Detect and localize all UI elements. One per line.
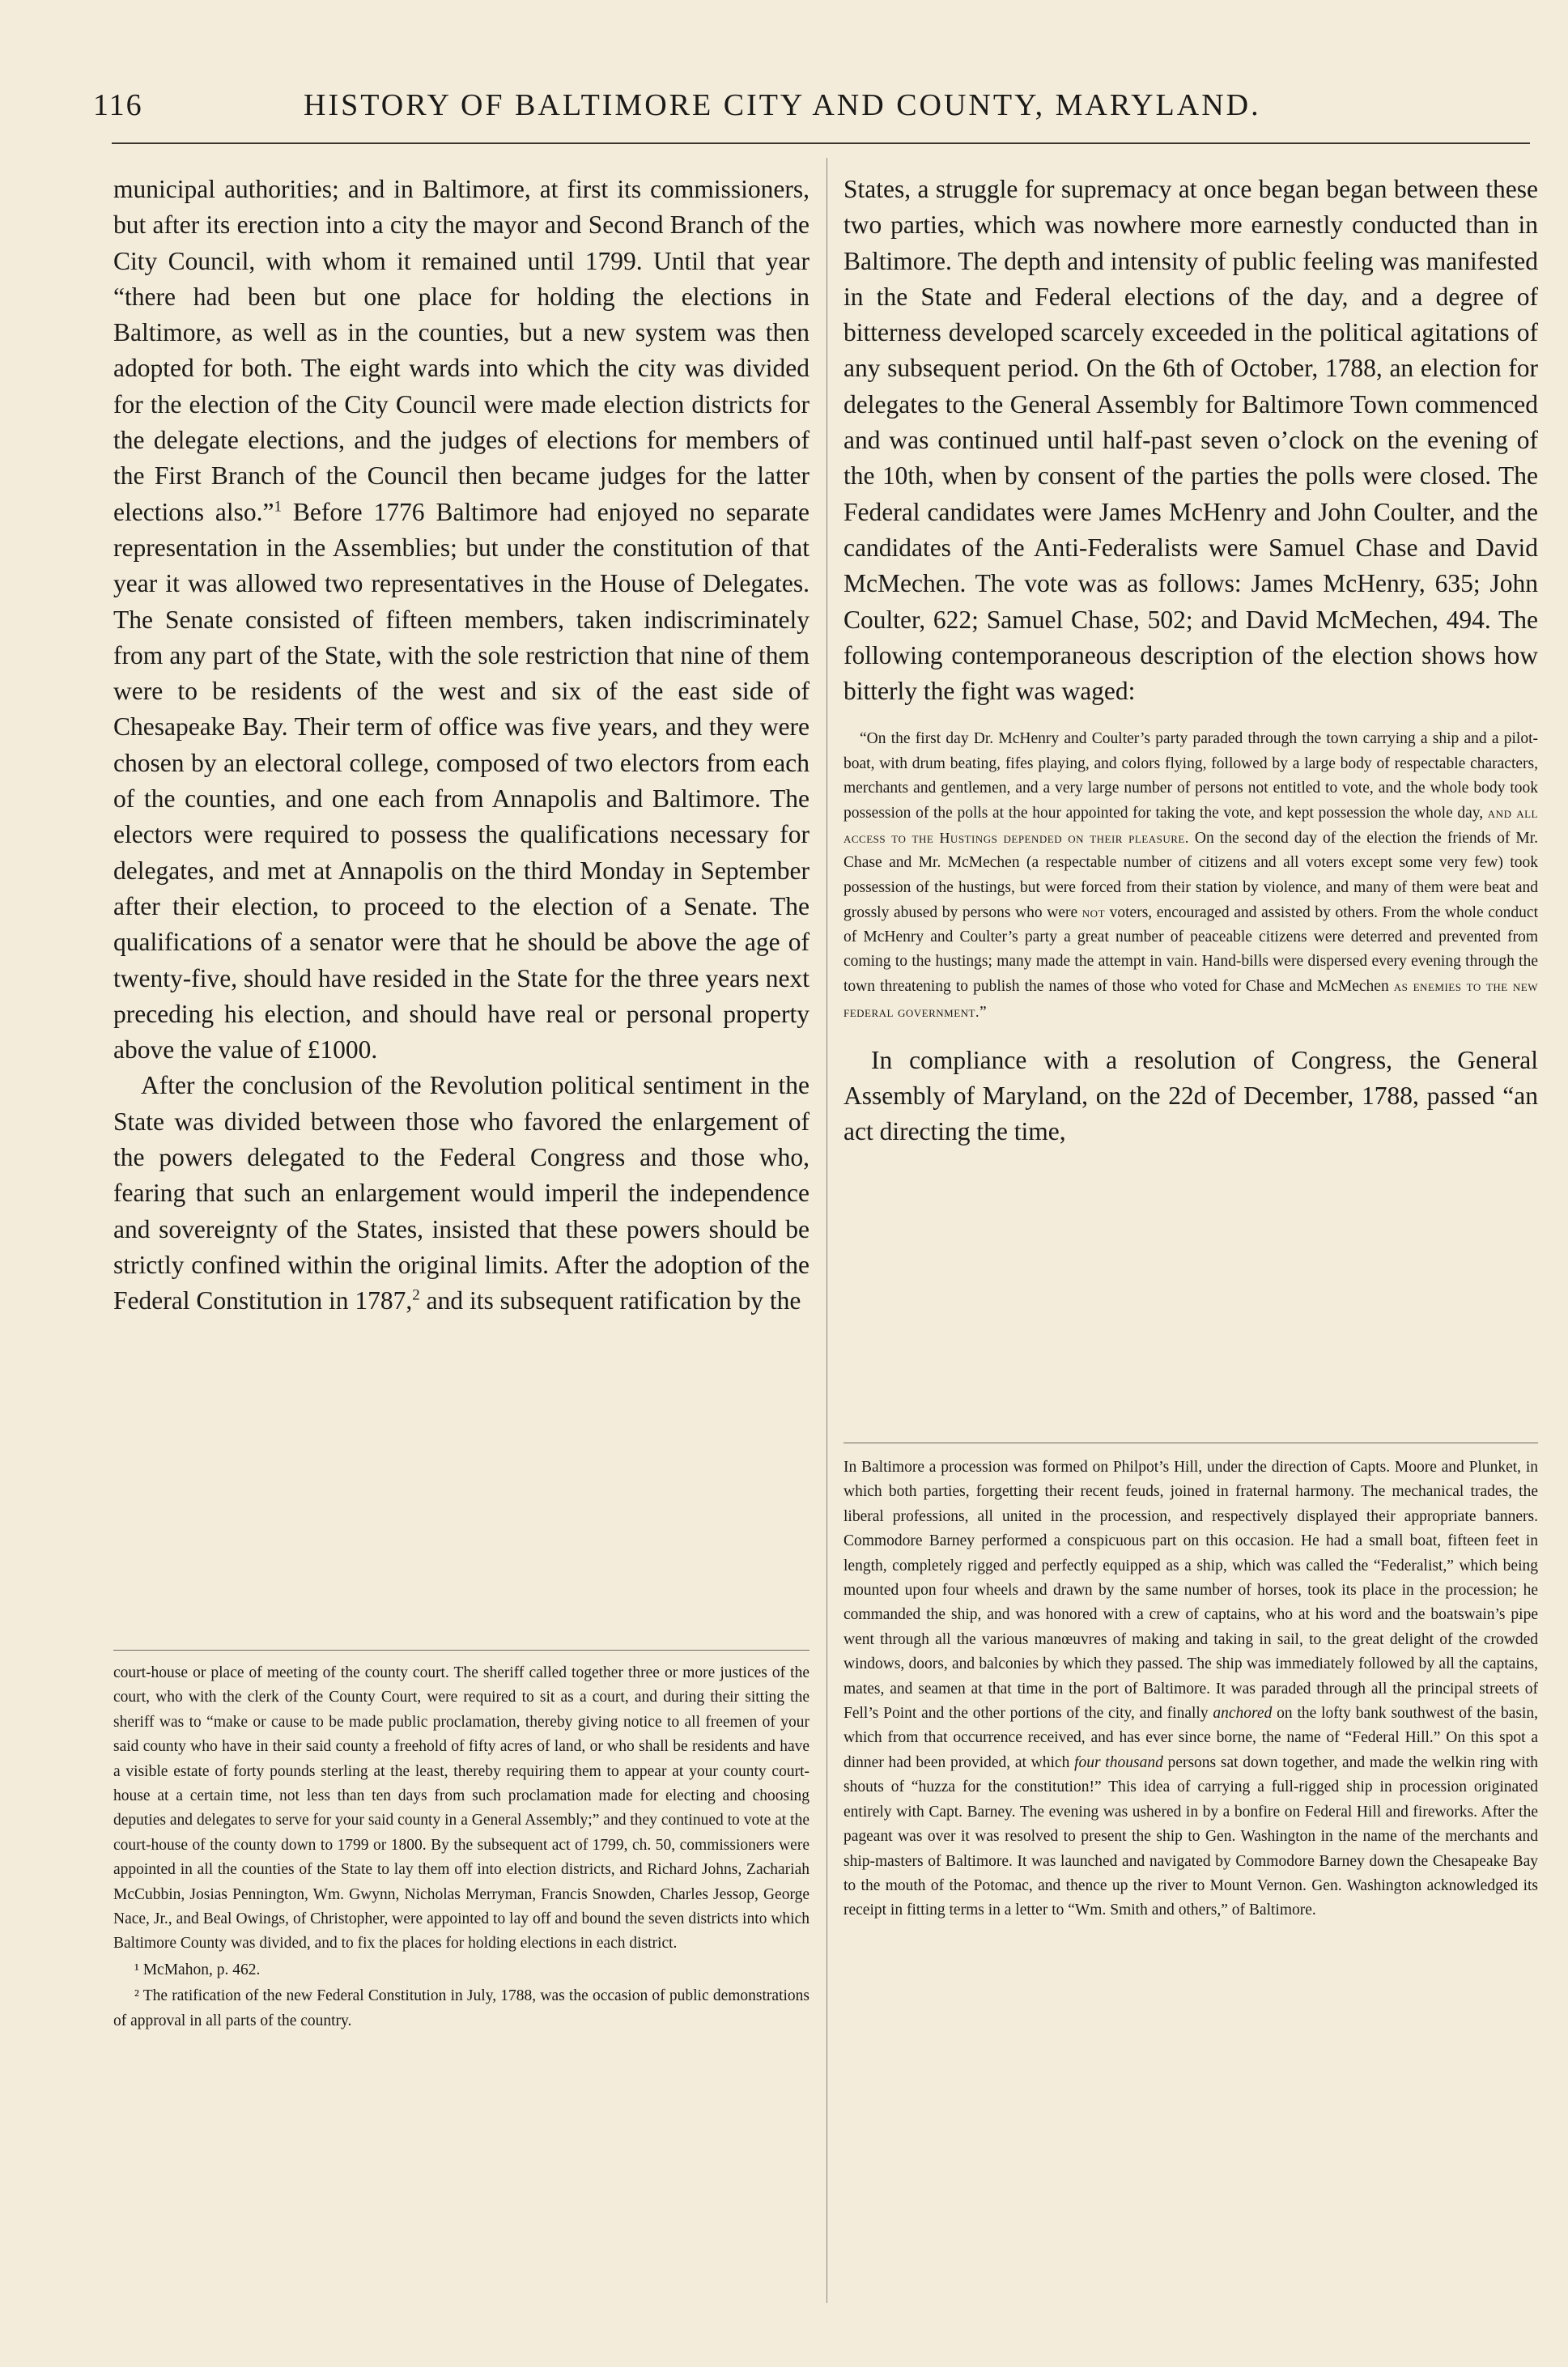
left-footnotes	[113, 1661, 809, 2033]
left-paragraph-2-text: After the conclusion of the Revolution political sentiment in the State was divided between those who favored the enlargement of the powers delegated to the Federal Congress and those who, fearing that such an enlargement would imperil the independence and sovereignty of the States, insisted that these powers should be strictly confined within the original limits. After the adoption of the Federal Constitution in 1787,	[113, 1071, 809, 1315]
footnote-procession-b: on the lofty bank southwest of the basin, which from that occurrence received, and has ever since borne, the name of “Federal Hill.” On this spot a dinner had been provided, at which	[843, 1705, 1538, 1771]
right-paragraph-1: States, a struggle for supremacy at once began began between these two parties, which was nowhere more earnestly conducted than in Baltimore. The depth and intensity of public feeling was manifested in the State and Federal elections of the day, and a degree of bitterness developed scarcely exceeded in the political agitations of any subsequent period. On the 6th of October, 1788, an election for delegates to the General Assembly for Baltimore Town commenced and was continued until half-past seven o’clock on the evening of the 10th, when by consent of the parties the polls were closed. The Federal candidates were James McHenry and John Coulter, and the candidates of the Anti-Federalists were Samuel Chase and David McMechen. The vote was as follows: James McHenry, 635; John Coulter, 622; Samuel Chase, 502; and David McMechen, 494. The following contemporaneous description of the election shows how bitterly the fight was waged:	[843, 175, 1538, 706]
quote-part-b: On the second day of the election the friends of Mr. Chase and Mr. McMechen (a respectable number of citizens and all voters except some very few) took possession of the hustings, but were forced from their station by violence, and many of them were beat and grossly abused by persons who were	[843, 830, 1538, 921]
footnote-ref-1: 1	[274, 498, 282, 516]
footnote-procession-italic-1: anchored	[1213, 1705, 1273, 1723]
quote-part-a: “On the first day Dr. McHenry and Coulter’s party paraded through the town carrying a ship and a pilot-boat, with drum beating, fifes playing, and colors flying, followed by a large body of respectable characters, merchants and gentlemen, and a very large number of persons not entitled to vote, and the whole body took possession of the polls at the hour appointed for taking the vote, and kept possession the whole day,	[843, 730, 1538, 822]
left-paragraph-1-cont: Before 1776 Baltimore had enjoyed no separate representation in the Assemblies; but under the constitution of that year it was allowed two representatives in the House of Delegates. The Senate consisted of fifteen members, taken indiscriminately from any part of the State, with the sole restriction that nine of them were to be residents of the west and six of the east side of Chesapeake Bay. Their term of office was five years, and they were chosen by an electoral college, composed of two electors from each of the counties, and one each from Annapolis and Baltimore. The electors were required to possess the qualifications necessary for delegates, and met at Annapolis on the third Monday in September after their election, to proceed to the election of a Senate. The qualifications of a senator were that he should be above the age of twenty-five, should have resided in the State for the three years next preceding his election, and should have real or personal property above the value of £1000.	[113, 497, 809, 1065]
block-quote	[843, 727, 1538, 1024]
right-column	[843, 172, 1538, 1150]
quote-smallcaps-2: not	[1081, 903, 1106, 920]
left-paragraph-2	[113, 1068, 809, 1319]
page-number: 116	[93, 88, 143, 122]
footnote-ref-2: 2	[412, 1286, 420, 1304]
right-paragraph-2: In compliance with a resolution of Congress, the General Assembly of Maryland, on the 22d of December, 1788, passed “an act directing the time,	[843, 1045, 1538, 1146]
quote-end: ”	[979, 1003, 987, 1021]
left-paragraph-2-cont: and its subsequent ratification by the	[419, 1286, 801, 1315]
quote-part-c: voters, encouraged and assisted by others. From the whole conduct of McHenry and Coulter’s party a great number of peaceable citizens were deterred and prevented from coming to the hustings; many made the attempt in vain. Hand-bills were dispersed every evening through the town threatening to publish the names of those who voted for Chase and McMechen	[843, 903, 1538, 996]
quote-smallcaps-3: as enemies to the new federal government.	[843, 978, 1538, 1020]
footnote-2: ² The ratification of the new Federal Constitution in July, 1788, was the occasion of public demonstrations of approval in all parts of the country.	[113, 1987, 809, 2029]
footnote-continued: court-house or place of meeting of the county court. The sheriff called together three or more justices of the court, who with the clerk of the County Court, were required to sit as a court, and during their sitting the sheriff was to “make or cause to be made public proclamation, thereby giving notice to all freemen of your said county who have in their said county a freehold of fifty acres of land, or who shall be residents and have a visible estate of forty pounds sterling at the least, thereby requiring them to appear at your county court-house at a certain time, not less than ten days from such proclamation made for electing and choosing deputies and delegates to serve for your said county in a General Assembly;” and they continued to vote at the court-house of the county down to 1799 or 1800. By the subsequent act of 1799, ch. 50, commissioners were appointed in all the counties of the State to lay them off into election districts, and Richard Johns, Zachariah McCubbin, Josias Pennington, Wm. Gwynn, Nicholas Merryman, Francis Snowden, Charles Jessop, George Nace, Jr., and Beal Owings, of Christopher, were appointed to lay off and bound the seven districts into which Baltimore County was divided, and to fix the places for holding elections in each district.	[113, 1664, 809, 1953]
left-footnote-rule	[113, 1650, 809, 1651]
column-divider	[826, 158, 827, 2303]
footnote-procession-a: In Baltimore a procession was formed on Philpot’s Hill, under the direction of Capts. Moore and Plunket, in which both parties, forgetting their recent feuds, joined in fraternal harmony. The mechanical trades, the liberal professions, all united in the procession, and respectively displayed their appropriate banners. Commodore Barney performed a conspicuous part on this occasion. He had a small boat, fifteen feet in length, completely rigged and perfectly equipped as a ship, which was called the “Federalist,” which being mounted upon four wheels and drawn by the same number of horses, took its place in the procession; he commanded the ship, and was honored with a crew of captains, who at his word and the boatswain’s pipe went through all the various manœuvres of making and taking in sail, to the great delight of the crowded windows, doors, and balconies by which they passed. The ship was immediately followed by all the captains, mates, and seamen at that time in the port of Baltimore. It was paraded through all the principal streets of Fell’s Point and the other portions of the city, and finally	[843, 1459, 1538, 1723]
footnote-procession-c: persons sat down together, and made the welkin ring with shouts of “huzza for the constitution!” This idea of carrying a full-rigged ship in procession originated entirely with Capt. Barney. The evening was ushered in by a bonfire on Federal Hill and fireworks. After the pageant was over it was resolved to present the ship to Gen. Washington in the name of the merchants and ship-masters of Baltimore. It was launched and navigated by Commodore Barney down the Chesapeake Bay to the mouth of the Potomac, and thence up the river to Mount Vernon. Gen. Washington acknowledged its receipt in fitting terms in a letter to “Wm. Smith and others,” of Baltimore.	[843, 1753, 1539, 1919]
footnote-1: ¹ McMahon, p. 462.	[134, 1961, 261, 1978]
left-column	[113, 172, 809, 1319]
running-header	[93, 87, 1546, 130]
running-title: HISTORY OF BALTIMORE CITY AND COUNTY, MARYLAND.	[304, 88, 1261, 122]
left-paragraph-1	[113, 172, 809, 1068]
footnote-procession	[843, 1455, 1538, 1923]
header-rule	[112, 142, 1530, 144]
right-footnotes	[843, 1455, 1538, 1923]
quote-smallcaps-1: and all access to the Hustings depended on their pleasure.	[843, 805, 1538, 847]
footnote-procession-italic-2: four thousand	[1074, 1753, 1163, 1771]
left-paragraph-1-text: municipal authorities; and in Baltimore, at first its commissioners, but after its erection into a city the mayor and Second Branch of the City Council, with whom it remained until 1799. Until that year “there had been but one place for holding the elections in Baltimore, as well as in the counties, but a new system was then adopted for both. The eight wards into which the city was divided for the election of the City Council were made election districts for the delegate elections, and the judges of elections for members of the First Branch of the Council then became judges for the latter elections also.”	[113, 175, 809, 526]
